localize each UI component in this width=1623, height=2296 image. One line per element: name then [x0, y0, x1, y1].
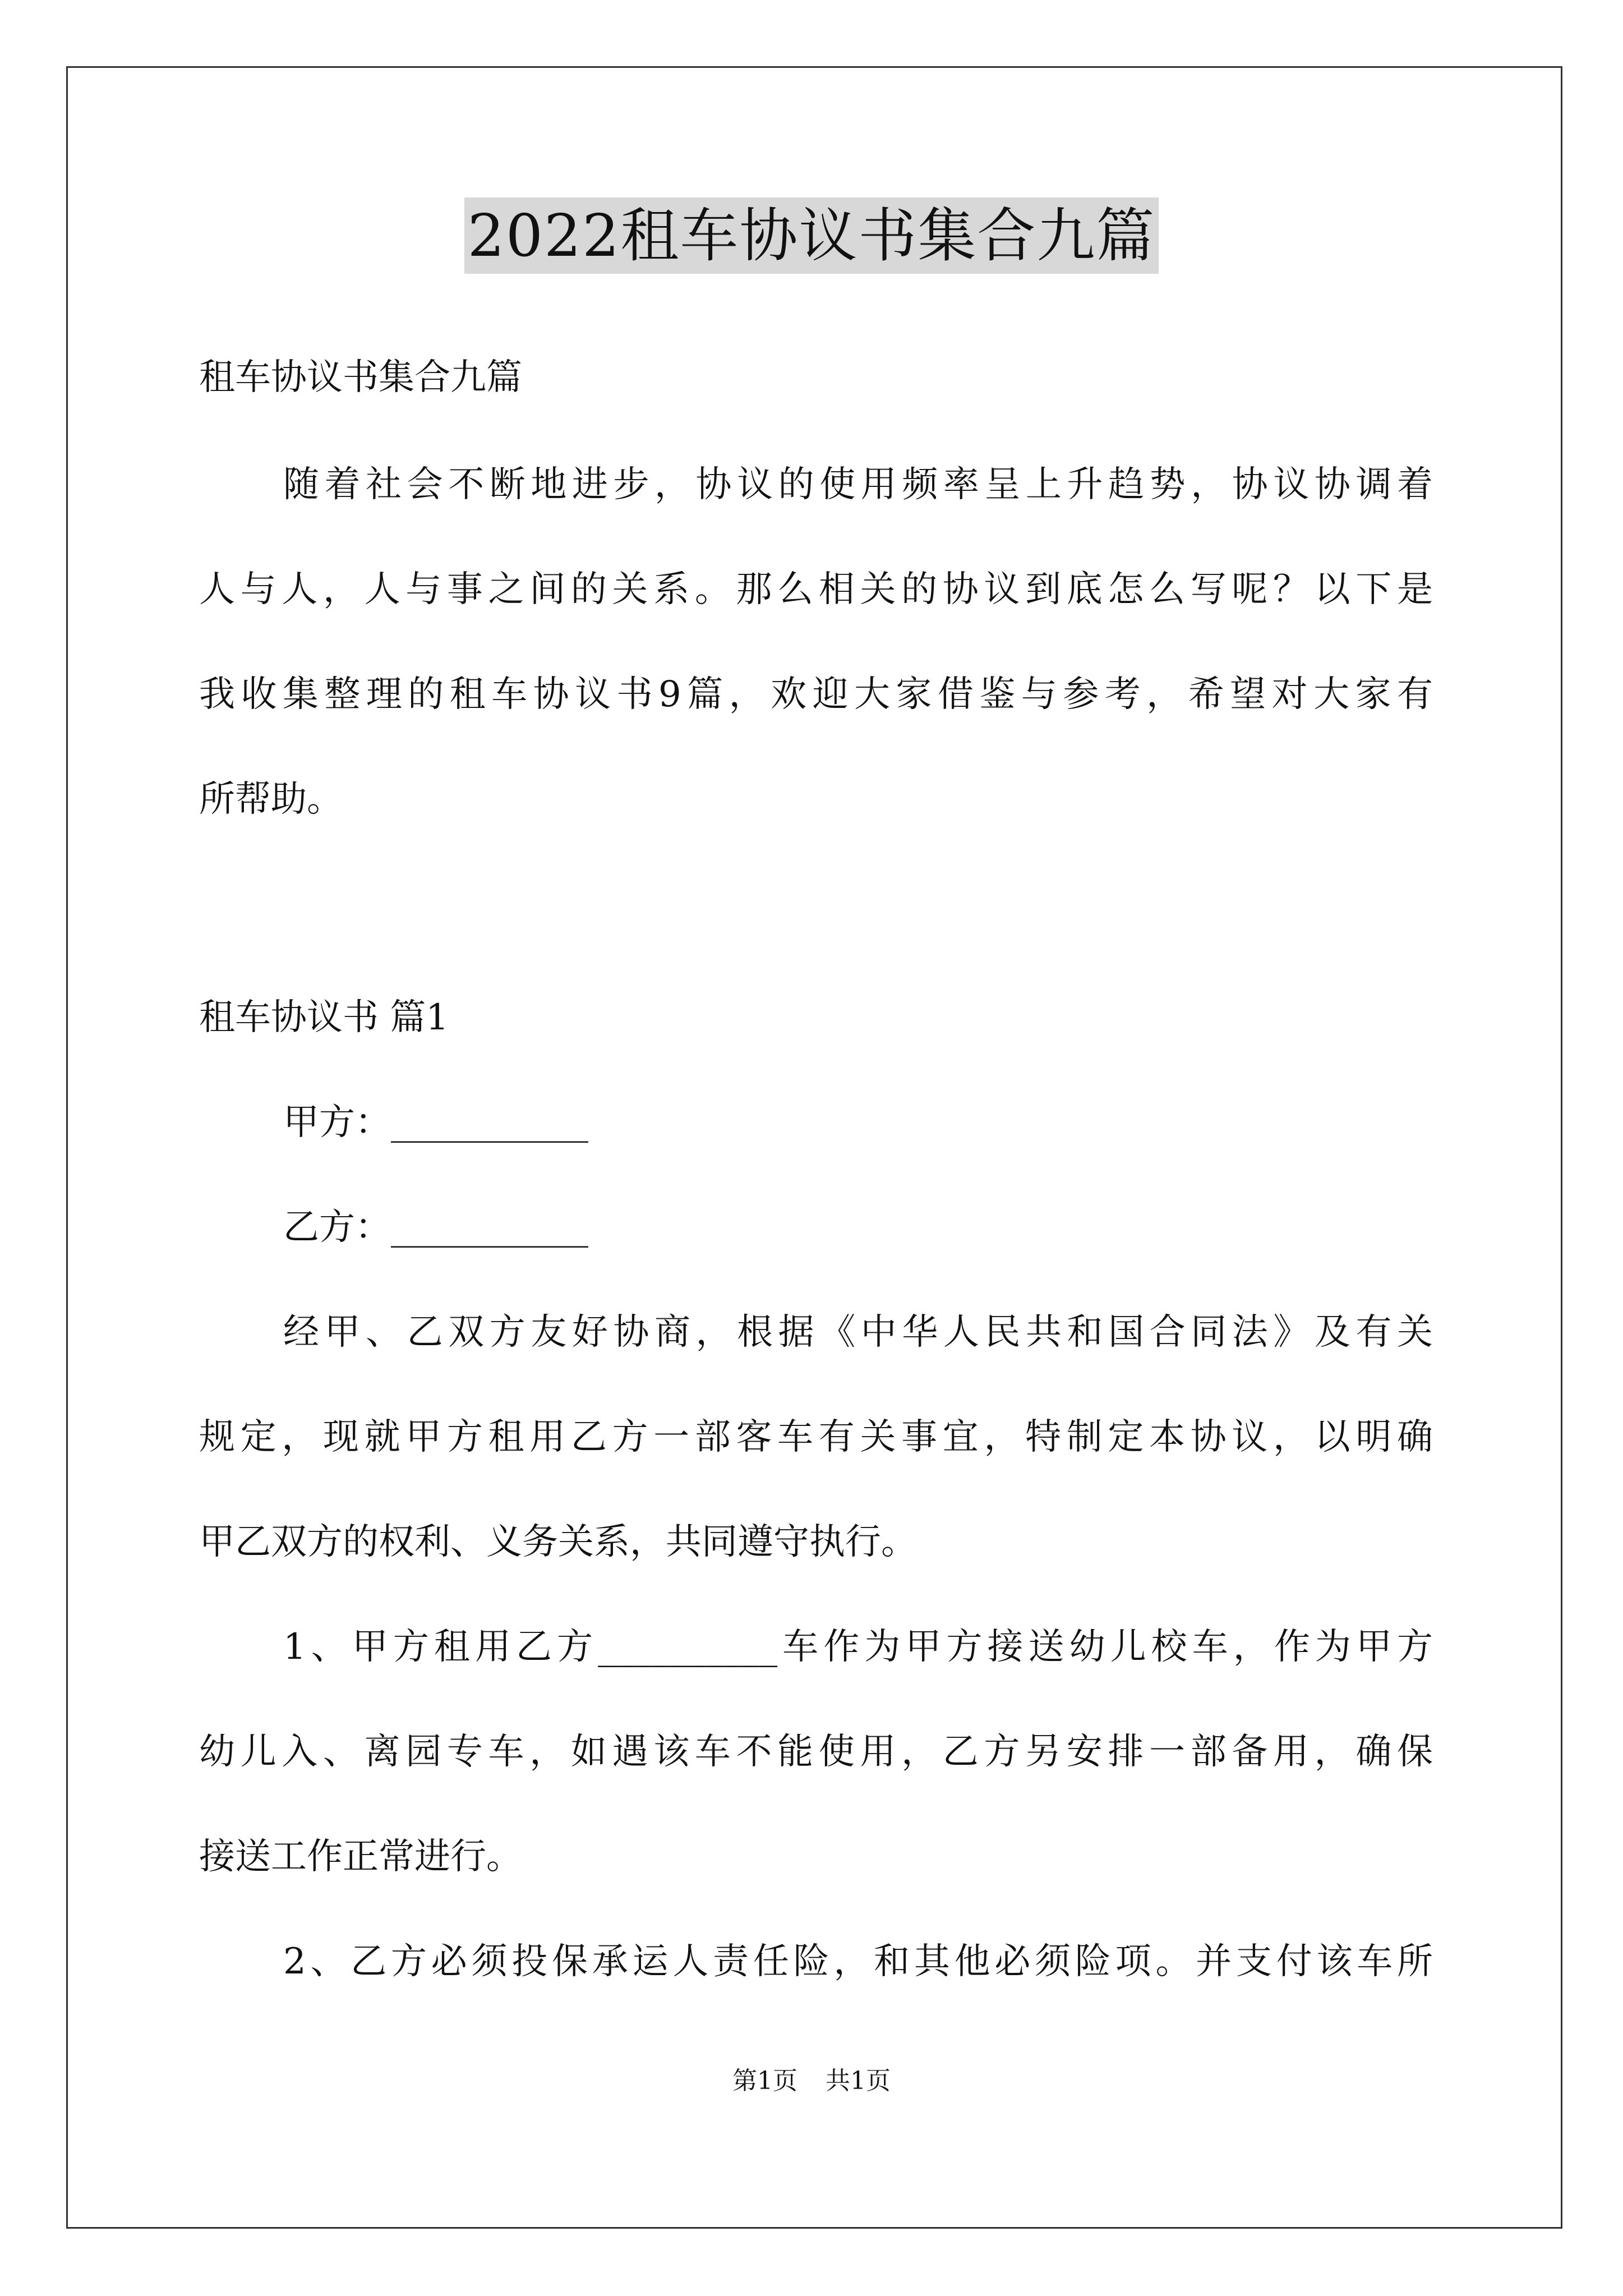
- paragraph-1-line-1: 经甲、乙双方友好协商，根据《中华人民共和国合同法》及有关: [283, 1312, 1433, 1353]
- page-total: 共1页: [826, 2067, 891, 2095]
- title-block: [0, 197, 1623, 274]
- intro-line-3: 我收集整理的租车协议书9篇，欢迎大家借鉴与参考，希望对大家有: [199, 674, 1433, 715]
- page-number: 第1页: [732, 2067, 797, 2095]
- party-b-line: 乙方：___________: [283, 1207, 588, 1248]
- clause-2-line-1: 2、乙方必须投保承运人责任险，和其他必须险项。并支付该车所: [283, 1941, 1433, 1982]
- document-title: 2022租车协议书集合九篇: [464, 197, 1159, 274]
- intro-line-4: 所帮助。: [199, 779, 343, 820]
- intro-line-1: 随着社会不断地进步，协议的使用频率呈上升趋势，协议协调着: [283, 464, 1433, 505]
- clause-1-line-2: 幼儿入、离园专车，如遇该车不能使用，乙方另安排一部备用，确保: [199, 1731, 1433, 1773]
- page-footer: [0, 2064, 1623, 2098]
- paragraph-1-line-2: 规定，现就甲方租用乙方一部客车有关事宜，特制定本协议，以明确: [199, 1416, 1433, 1458]
- section-heading: 租车协议书 篇1: [199, 997, 449, 1038]
- clause-1-line-1: 1、甲方租用乙方__________车作为甲方接送幼儿校车，作为甲方: [283, 1626, 1433, 1668]
- paragraph-1-line-3: 甲乙双方的权利、义务关系，共同遵守执行。: [199, 1521, 917, 1563]
- intro-line-2: 人与人，人与事之间的关系。那么相关的协议到底怎么写呢？以下是: [199, 569, 1433, 610]
- clause-1-line-3: 接送工作正常进行。: [199, 1836, 522, 1878]
- document-subtitle: 租车协议书集合九篇: [199, 357, 522, 398]
- party-a-line: 甲方：___________: [283, 1102, 588, 1143]
